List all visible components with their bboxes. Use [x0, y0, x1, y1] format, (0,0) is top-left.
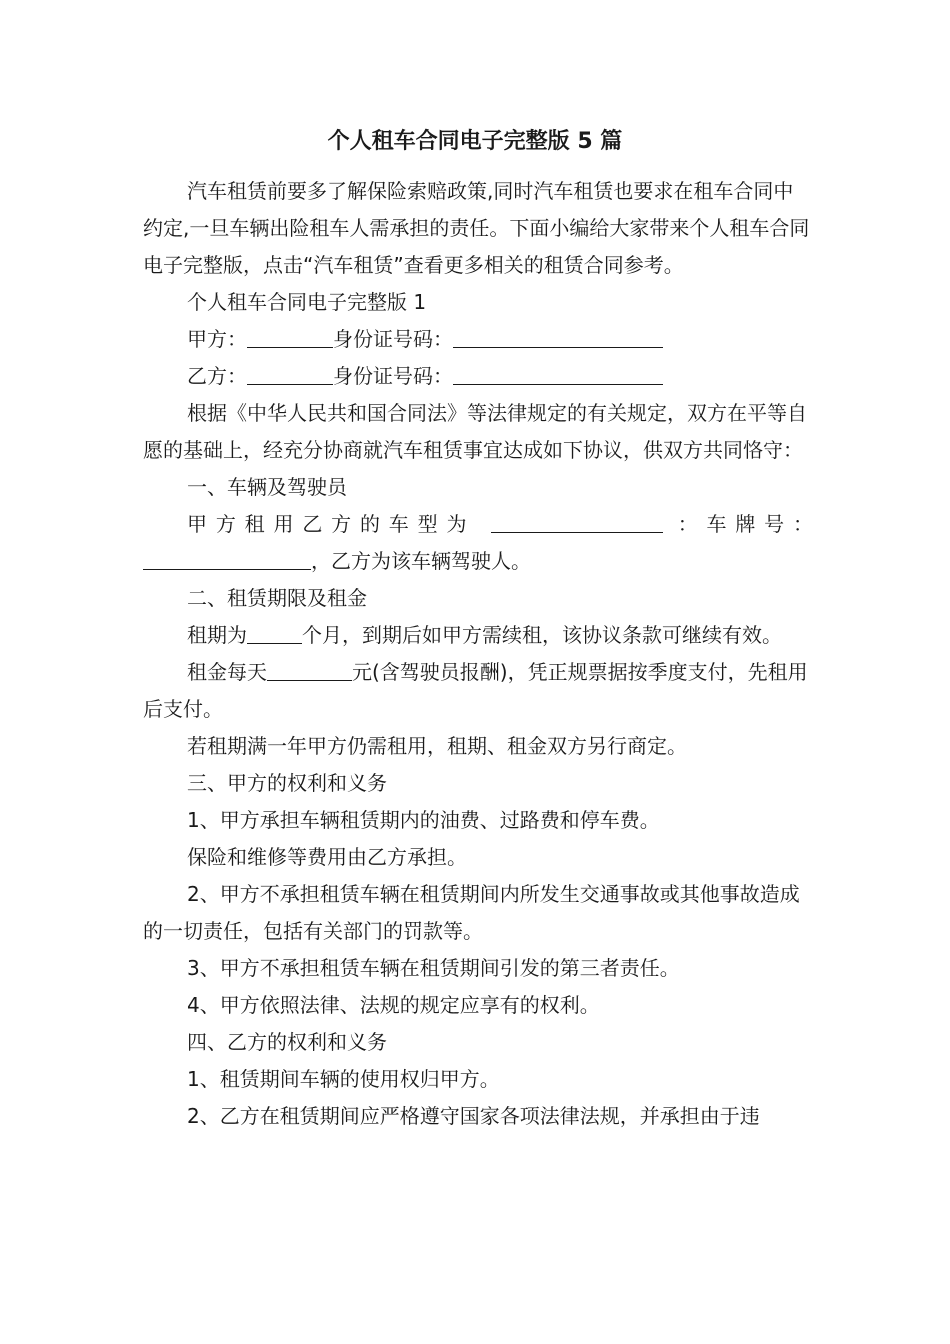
- term-months-blank: [247, 621, 302, 644]
- vehicle-model-blank: [491, 510, 663, 533]
- section-4-item-2: 2、乙方在租赁期间应严格遵守国家各项法律法规，并承担由于违: [187, 1104, 760, 1128]
- party-a-id-label: 身份证号码：: [333, 327, 453, 351]
- term-label: 租期为: [187, 623, 247, 647]
- renewal-paragraph: 若租期满一年甲方仍需租用，租期、租金双方另行商定。: [187, 734, 687, 758]
- vehicle-line: [143, 506, 813, 543]
- party-a-name-blank: [247, 325, 333, 348]
- section-3-item-1b: 保险和维修等费用由乙方承担。: [187, 845, 467, 869]
- section-1-heading: 一、车辆及驾驶员: [187, 475, 347, 499]
- section-3-heading: 三、甲方的权利和义务: [187, 771, 387, 795]
- party-b-line: [143, 358, 813, 395]
- party-b-label: 乙方：: [187, 364, 247, 388]
- section-4-item-1: 1、租赁期间车辆的使用权归甲方。: [187, 1067, 500, 1091]
- section-3-item-4: 4、甲方依照法律、法规的规定应享有的权利。: [187, 993, 600, 1017]
- rent-label: 租金每天: [187, 660, 267, 684]
- party-a-id-blank: [453, 325, 663, 348]
- driver-text: ，乙方为该车辆驾驶人。: [311, 549, 531, 573]
- plate-label: ：车牌号：: [677, 512, 814, 536]
- term-line: [143, 617, 813, 654]
- section-3-item-2: 2、甲方不承担租赁车辆在租赁期间内所发生交通事故或其他事故造成的一切责任，包括有关部门的罚款等。: [143, 882, 800, 943]
- contract-subtitle: 个人租车合同电子完整版 1: [187, 290, 427, 314]
- document-title: 个人租车合同电子完整版 5 篇: [327, 128, 623, 154]
- driver-line: [143, 543, 813, 580]
- section-3-item-1: 1、甲方承担车辆租赁期内的油费、过路费和停车费。: [187, 808, 660, 832]
- section-4-heading: 四、乙方的权利和义务: [187, 1030, 387, 1054]
- party-a-label: 甲方：: [187, 327, 247, 351]
- party-b-name-blank: [247, 362, 333, 385]
- party-b-id-blank: [453, 362, 663, 385]
- party-b-id-label: 身份证号码：: [333, 364, 453, 388]
- plate-blank: [143, 547, 311, 570]
- document-body: [143, 173, 813, 1135]
- preamble-paragraph: 根据《中华人民共和国合同法》等法律规定的有关规定，双方在平等自愿的基础上，经充分协商就汽车租赁事宜达成如下协议，供双方共同恪守：: [143, 401, 807, 462]
- rent-text: 元(含驾驶员报酬)，凭正规票据按季度支付，先租用后支付。: [143, 660, 808, 721]
- intro-paragraph: 汽车租赁前要多了解保险索赔政策,同时汽车租赁也要求在租车合同中约定,一旦车辆出险租车人需承担的责任。下面小编给大家带来个人租车合同电子完整版，点击“汽车租赁”查看更多相关的租赁合同参考。: [143, 179, 810, 277]
- rent-line: [143, 654, 813, 728]
- vehicle-model-label: 甲方租用乙方的车型为: [187, 512, 476, 536]
- term-text: 个月，到期后如甲方需续租，该协议条款可继续有效。: [302, 623, 782, 647]
- section-3-item-3: 3、甲方不承担租赁车辆在租赁期间引发的第三者责任。: [187, 956, 680, 980]
- rent-amount-blank: [267, 658, 352, 681]
- section-2-heading: 二、租赁期限及租金: [187, 586, 367, 610]
- party-a-line: [143, 321, 813, 358]
